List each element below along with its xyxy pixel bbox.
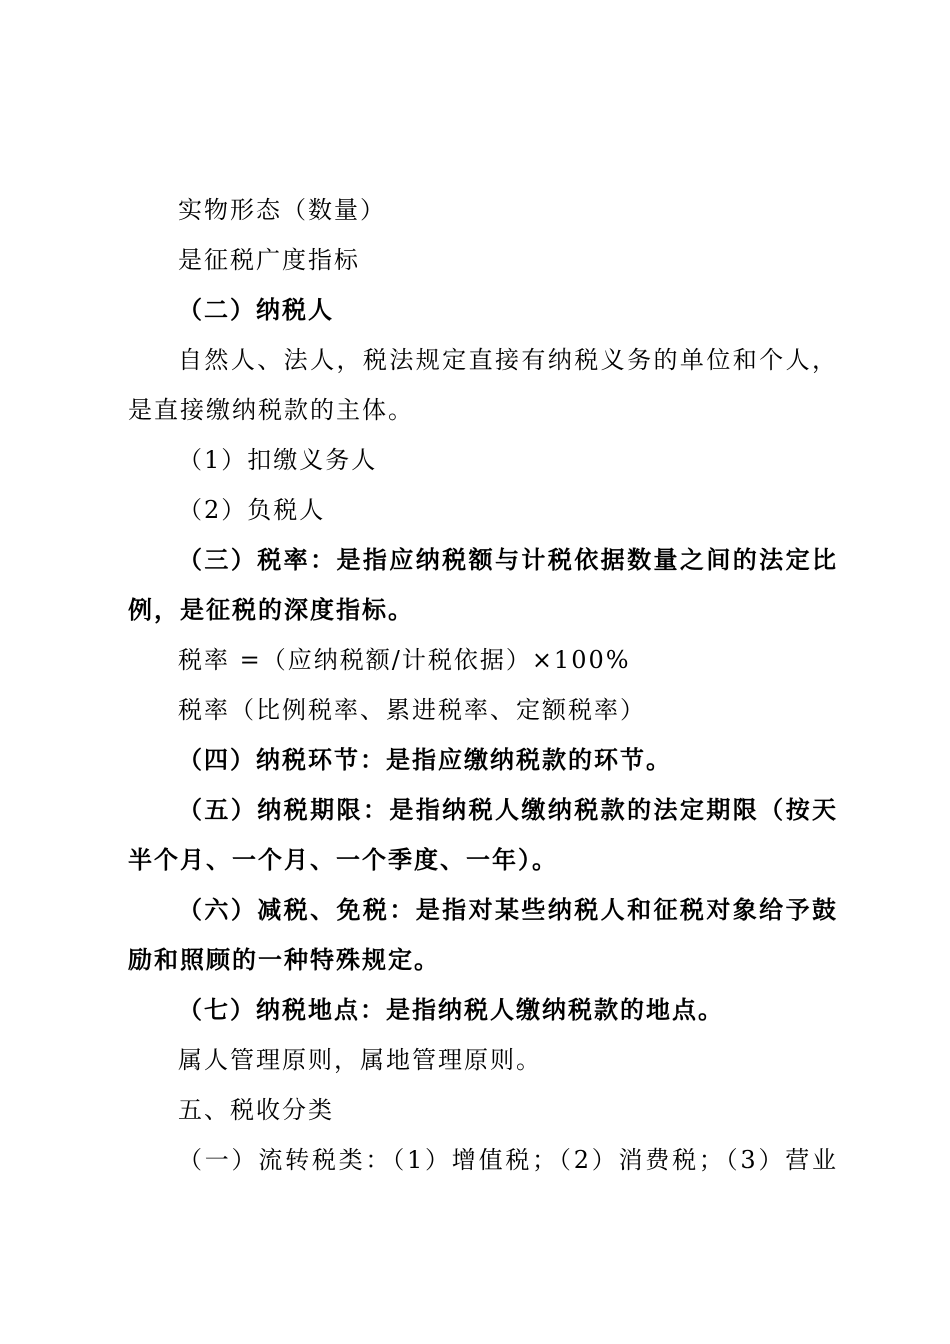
text-line-tax-reduction-cont: 励和照顾的一种特殊规定。 [128,945,440,974]
text-line-breadth-indicator: 是征税广度指标 [178,246,360,274]
text-line-physical-form: 实物形态（数量） [178,196,386,224]
text-line-turnover-taxes: （一）流转税类：（1）增值税；（2）消费税；（3）营业 [178,1146,838,1174]
heading-taxpayer: （二）纳税人 [178,295,334,324]
text-line-management-principles: 属人管理原则，属地管理原则。 [178,1046,542,1074]
text-line-tax-period-cont: 半个月、一个月、一个季度、一年）。 [128,845,558,874]
text-line-taxpayer-definition: 自然人、法人，税法规定直接有纳税义务的单位和个人， [178,346,838,374]
heading-tax-location: （七）纳税地点：是指纳税人缴纳税款的地点。 [178,995,724,1024]
heading-tax-period: （五）纳税期限：是指纳税人缴纳税款的法定期限（按天 [178,795,838,824]
heading-tax-reduction: （六）减税、免税：是指对某些纳税人和征税对象给予鼓 [178,895,838,924]
text-line-taxpayer-subject: 是直接缴纳税款的主体。 [128,396,414,424]
text-line-withholding-agent: （1）扣缴义务人 [178,446,378,474]
text-line-tax-rate-cont: 例，是征税的深度指标。 [128,595,414,624]
heading-tax-link: （四）纳税环节：是指应缴纳税款的环节。 [178,745,672,774]
heading-tax-classification: 五、税收分类 [178,1096,334,1124]
text-line-tax-rate-types: 税率（比例税率、累进税率、定额税率） [178,696,646,724]
heading-tax-rate: （三）税率：是指应纳税额与计税依据数量之间的法定比 [178,545,838,574]
text-line-tax-bearer: （2）负税人 [178,496,326,524]
text-line-tax-rate-formula: 税率 =（应纳税额/计税依据）×100% [178,646,631,674]
